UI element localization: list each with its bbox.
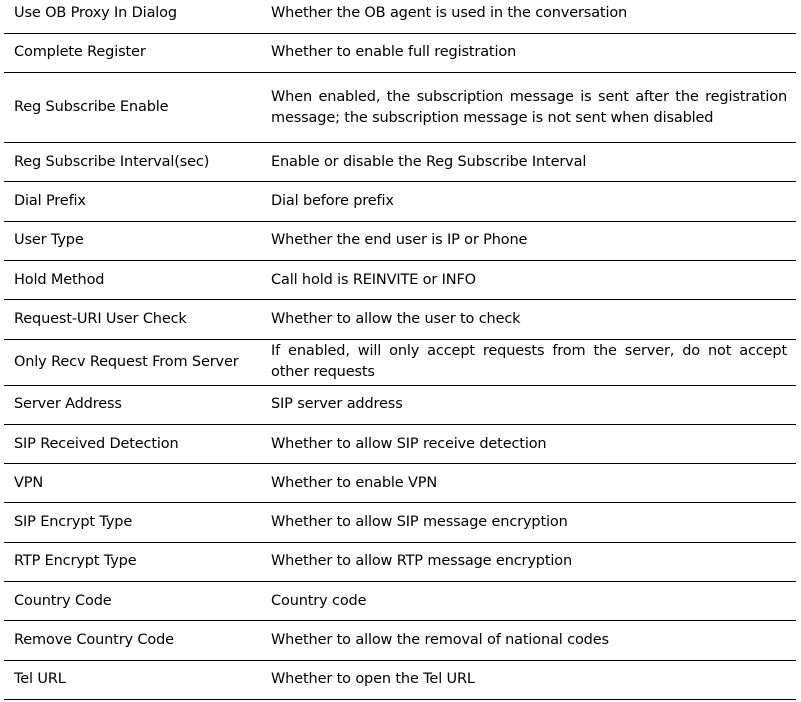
parameter-description: When enabled, the subscription message is sent after the registration message; the subscription message is not sent when disabled bbox=[261, 73, 796, 143]
table-row bbox=[4, 221, 796, 260]
table-row bbox=[4, 542, 796, 581]
table-row bbox=[4, 385, 796, 424]
table-row bbox=[4, 464, 796, 503]
parameter-description: Call hold is REINVITE or INFO bbox=[261, 260, 796, 299]
parameter-description: If enabled, will only accept requests from the server, do not accept other requests bbox=[261, 339, 796, 385]
parameter-name: Hold Method bbox=[4, 260, 261, 299]
parameter-table bbox=[4, 0, 796, 700]
parameter-name: Reg Subscribe Enable bbox=[4, 73, 261, 143]
table-row bbox=[4, 424, 796, 463]
parameter-description: Whether the end user is IP or Phone bbox=[261, 221, 796, 260]
table-row bbox=[4, 582, 796, 621]
parameter-name: Server Address bbox=[4, 385, 261, 424]
table-row bbox=[4, 143, 796, 182]
parameter-name: Tel URL bbox=[4, 660, 261, 699]
parameter-name: SIP Encrypt Type bbox=[4, 503, 261, 542]
parameter-description: Whether to allow RTP message encryption bbox=[261, 542, 796, 581]
parameter-description: Enable or disable the Reg Subscribe Interval bbox=[261, 143, 796, 182]
parameter-name: Dial Prefix bbox=[4, 182, 261, 221]
parameter-name: Complete Register bbox=[4, 33, 261, 72]
table-row bbox=[4, 503, 796, 542]
parameter-name: Use OB Proxy In Dialog bbox=[4, 0, 261, 33]
parameter-description: Country code bbox=[261, 582, 796, 621]
parameter-description: Dial before prefix bbox=[261, 182, 796, 221]
table-row bbox=[4, 73, 796, 143]
table-row bbox=[4, 182, 796, 221]
table-row bbox=[4, 621, 796, 660]
parameter-name: Country Code bbox=[4, 582, 261, 621]
parameter-name: Remove Country Code bbox=[4, 621, 261, 660]
parameter-description: Whether to enable VPN bbox=[261, 464, 796, 503]
parameter-name: RTP Encrypt Type bbox=[4, 542, 261, 581]
parameter-name: Only Recv Request From Server bbox=[4, 339, 261, 385]
parameter-name: Request-URI User Check bbox=[4, 300, 261, 339]
table-row bbox=[4, 0, 796, 33]
parameter-description: Whether to allow the removal of national codes bbox=[261, 621, 796, 660]
table-row bbox=[4, 660, 796, 699]
table-row bbox=[4, 33, 796, 72]
parameter-name: VPN bbox=[4, 464, 261, 503]
parameter-description: Whether to enable full registration bbox=[261, 33, 796, 72]
table-row bbox=[4, 339, 796, 385]
parameter-name: Reg Subscribe Interval(sec) bbox=[4, 143, 261, 182]
parameter-name: SIP Received Detection bbox=[4, 424, 261, 463]
table-row bbox=[4, 300, 796, 339]
parameter-description: Whether to open the Tel URL bbox=[261, 660, 796, 699]
parameter-description: Whether to allow SIP message encryption bbox=[261, 503, 796, 542]
parameter-name: User Type bbox=[4, 221, 261, 260]
table-row bbox=[4, 260, 796, 299]
parameter-description: Whether to allow SIP receive detection bbox=[261, 424, 796, 463]
parameter-description: Whether to allow the user to check bbox=[261, 300, 796, 339]
parameter-description: SIP server address bbox=[261, 385, 796, 424]
parameter-description: Whether the OB agent is used in the conversation bbox=[261, 0, 796, 33]
